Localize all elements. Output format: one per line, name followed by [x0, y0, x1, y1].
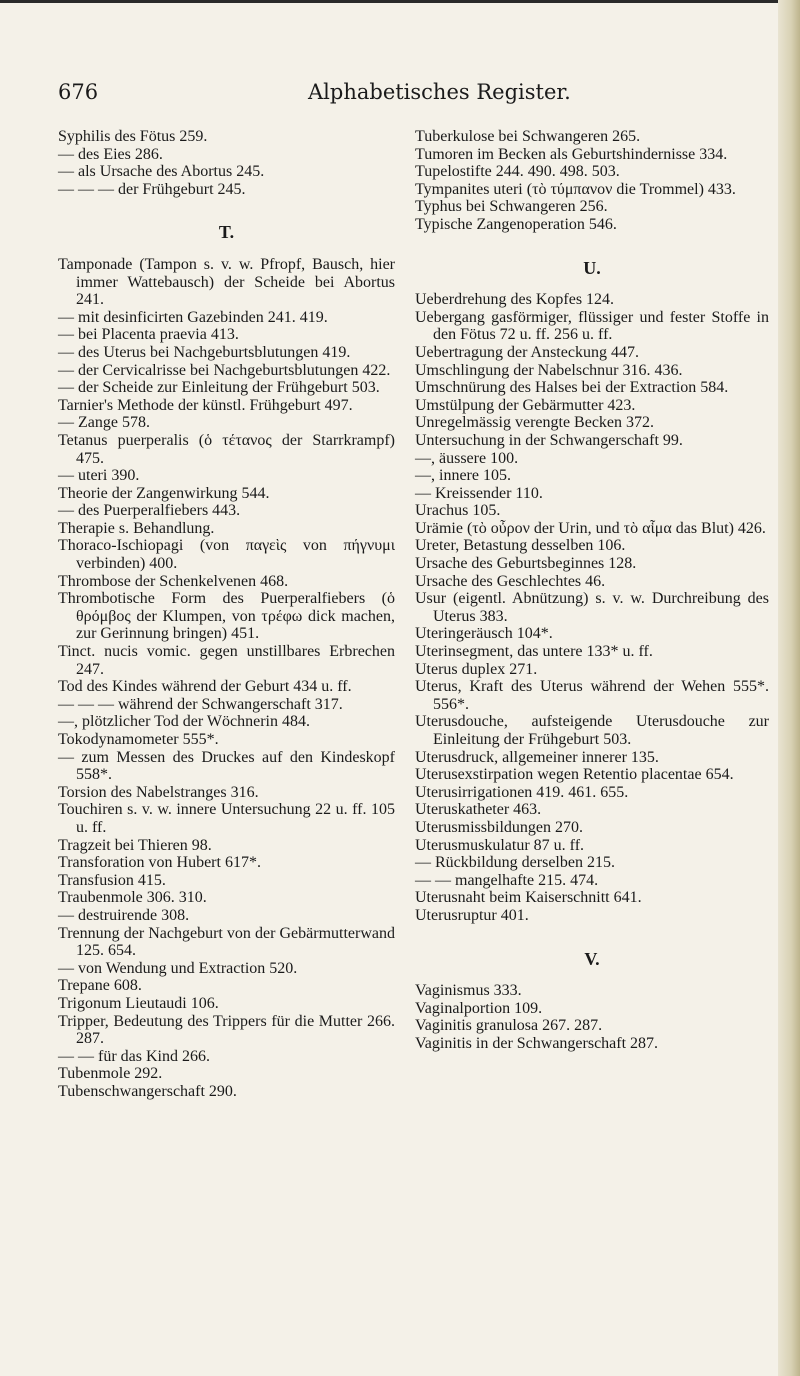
index-entry: Vaginismus 333. — [415, 982, 522, 1000]
index-entry: Untersuchung in der Schwangerschaft 99. — [415, 431, 683, 449]
page-edge — [778, 0, 800, 1376]
index-entry: Uteruskatheter 463. — [415, 801, 542, 819]
index-entry: — mit desinficirten Gazebinden 241. 419. — [58, 308, 328, 326]
left-column — [58, 128, 395, 1100]
index-entry: Therapie s. Behandlung. — [58, 519, 215, 537]
index-entry: Tokodynamometer 555*. — [58, 731, 219, 748]
index-entry: Thrombose der Schenkelvenen 468. — [58, 572, 289, 590]
index-entry: Uterusdouche, aufsteigende Uterusdouche zur Einleitung der Frühgeburt 503. — [415, 713, 769, 748]
page-number: 676 — [58, 80, 99, 104]
index-entry: Uterusexstirpation wegen Retentio placentae 654. — [415, 766, 734, 784]
index-entry: — von Wendung und Extraction 520. — [58, 959, 298, 977]
index-entry: — der Scheide zur Einleitung der Frühgeburt 503. — [58, 379, 380, 397]
index-entry: Touchiren s. v. w. innere Untersuchung 22 u. ff. 105 u. ff. — [58, 801, 395, 836]
s-entries — [58, 128, 395, 198]
index-entry: — destruirende 308. — [58, 906, 190, 924]
index-entry: — — für das Kind 266. — [58, 1047, 210, 1065]
index-entry: Uebergang gasförmiger, flüssiger und fester Stoffe in den Fötus 72 u. ff. 256 u. ff. — [415, 308, 769, 344]
index-entry: Trigonum Lieutaudi 106. — [58, 994, 219, 1012]
index-entry: Tetanus puerperalis (ὁ τέτανος der Starrkrampf) 475. — [58, 431, 395, 467]
index-entry: Uterusmissbildungen 270. — [415, 818, 583, 836]
index-entry: —, innere 105. — [415, 467, 511, 485]
index-entry: — Kreissender 110. — [415, 484, 543, 502]
index-entry: — Zange 578. — [58, 414, 150, 432]
index-entry: Tubenschwangerschaft 290. — [58, 1082, 237, 1100]
index-entry: Traubenmole 306. 310. — [58, 889, 207, 907]
index-entry: Tuberkulose bei Schwangeren 265. — [415, 128, 641, 145]
index-entry: — bei Placenta praevia 413. — [58, 326, 239, 344]
index-entry: Uebertragung der Ansteckung 447. — [415, 343, 639, 361]
index-entry: Vaginitis in der Schwangerschaft 287. — [415, 1034, 659, 1052]
index-entry: Typhus bei Schwangeren 256. — [415, 198, 608, 216]
index-entry: Uteringeräusch 104*. — [415, 625, 553, 643]
index-entry: Transfusion 415. — [58, 871, 166, 889]
index-entry: — zum Messen des Druckes auf den Kindeskopf 558*. — [58, 748, 395, 784]
index-entry: Uterusmuskulatur 87 u. ff. — [415, 836, 585, 854]
index-entry: Tragzeit bei Thieren 98. — [58, 836, 212, 854]
t-entries-right — [415, 128, 769, 234]
index-entry: Tumoren im Becken als Geburtshindernisse 334. — [415, 145, 728, 163]
index-entry: Theorie der Zangenwirkung 544. — [58, 484, 270, 502]
index-entry: —, plötzlicher Tod der Wöchnerin 484. — [58, 713, 310, 731]
index-entry: Vaginitis granulosa 267. 287. — [415, 1017, 603, 1035]
index-entry: Tamponade (Tampon s. v. w. Pfropf, Bausch, hier immer Wattebausch) der Scheide bei Abortus 241. — [58, 255, 395, 309]
index-entry: Uterinsegment, das untere 133* u. ff. — [415, 643, 653, 661]
index-entry: Tympanites uteri (τὸ τύμπανον die Trommel) 433. — [415, 180, 736, 198]
index-entry: Tubenmole 292. — [58, 1065, 163, 1083]
index-entry: Usur (eigentl. Abnützung) s. v. w. Durchreibung des Uterus 383. — [415, 590, 769, 625]
index-entry: Ursache des Geburtsbeginnes 128. — [415, 555, 637, 573]
index-entry: Tinct. nucis vomic. gegen unstillbares Erbrechen 247. — [58, 643, 395, 678]
index-entry: Urämie (τὸ οὖρον der Urin, und τὸ αἷμα das Blut) 426. — [415, 519, 766, 537]
index-entry: Umschnürung des Halses bei der Extraction 584. — [415, 379, 729, 397]
index-entry: — des Eies 286. — [58, 145, 163, 163]
index-entry: Tupelostifte 244. 490. 498. 503. — [415, 163, 620, 181]
index-entry: Ueberdrehung des Kopfes 124. — [415, 291, 615, 309]
index-entry: Uterusruptur 401. — [415, 906, 529, 924]
page-header — [58, 80, 778, 108]
index-entry: Uterusdruck, allgemeiner innerer 135. — [415, 748, 659, 766]
right-column — [415, 128, 769, 1053]
index-entry: — des Uterus bei Nachgeburtsblutungen 419. — [58, 343, 351, 361]
index-entry: Unregelmässig verengte Becken 372. — [415, 414, 655, 432]
v-entries — [415, 982, 769, 1052]
section-heading-u: U. — [583, 257, 601, 278]
t-entries-left — [58, 256, 395, 1101]
index-entry: Tarnier's Methode der künstl. Frühgeburt 497. — [58, 396, 353, 414]
index-entry: Syphilis des Fötus 259. — [58, 128, 208, 145]
index-entry: Thoraco-Ischiopagi (von παγεὶς von πήγνυμι verbinden) 400. — [58, 537, 395, 573]
index-entry: Uterusirrigationen 419. 461. 655. — [415, 783, 629, 801]
page-title: Alphabetisches Register. — [308, 80, 571, 104]
section-heading-t: T. — [218, 222, 235, 243]
index-entry: Trennung der Nachgeburt von der Gebärmutterwand 125. 654. — [58, 924, 395, 960]
index-entry: — als Ursache des Abortus 245. — [58, 163, 265, 181]
index-entry: — des Puerperalfiebers 443. — [58, 502, 241, 520]
index-entry: Uterus, Kraft des Uterus während der Wehen 555*. 556*. — [415, 678, 769, 713]
index-entry: — Rückbildung derselben 215. — [415, 854, 615, 872]
index-entry: Urachus 105. — [415, 502, 501, 520]
index-entry: Uterus duplex 271. — [415, 660, 538, 678]
index-entry: Umschlingung der Nabelschnur 316. 436. — [415, 361, 683, 379]
index-entry: Tripper, Bedeutung des Trippers für die Mutter 266. 287. — [58, 1012, 395, 1048]
index-entry: Trepane 608. — [58, 977, 142, 995]
u-entries — [415, 291, 769, 924]
index-entry: — uteri 390. — [58, 467, 140, 485]
index-entry: Tod des Kindes während der Geburt 434 u. ff. — [58, 678, 352, 696]
index-entry: Umstülpung der Gebärmutter 423. — [415, 396, 636, 414]
index-entry: — — — der Frühgeburt 245. — [58, 180, 246, 198]
index-entry: Uterusnaht beim Kaiserschnitt 641. — [415, 889, 642, 907]
index-entry: Torsion des Nabelstranges 316. — [58, 783, 259, 801]
index-entry: — — — während der Schwangerschaft 317. — [58, 695, 343, 713]
index-entry: Thrombotische Form des Puerperalfiebers (ὁ θρόμβος der Klumpen, von τρέφω dick machen, zur Gerinnung bringen) 451. — [58, 590, 395, 643]
index-entry: — — mangelhafte 215. 474. — [415, 871, 599, 889]
index-entry: Transforation von Hubert 617*. — [58, 854, 261, 872]
section-heading-v: V. — [584, 948, 600, 969]
index-entry: Ursache des Geschlechtes 46. — [415, 572, 606, 590]
index-entry: —, äussere 100. — [415, 449, 519, 467]
index-entry: Typische Zangenoperation 546. — [415, 215, 617, 233]
index-entry: Ureter, Betastung desselben 106. — [415, 537, 626, 555]
top-rule — [0, 0, 790, 3]
index-entry: Vaginalportion 109. — [415, 999, 543, 1017]
index-entry: — der Cervicalrisse bei Nachgeburtsblutungen 422. — [58, 361, 391, 379]
